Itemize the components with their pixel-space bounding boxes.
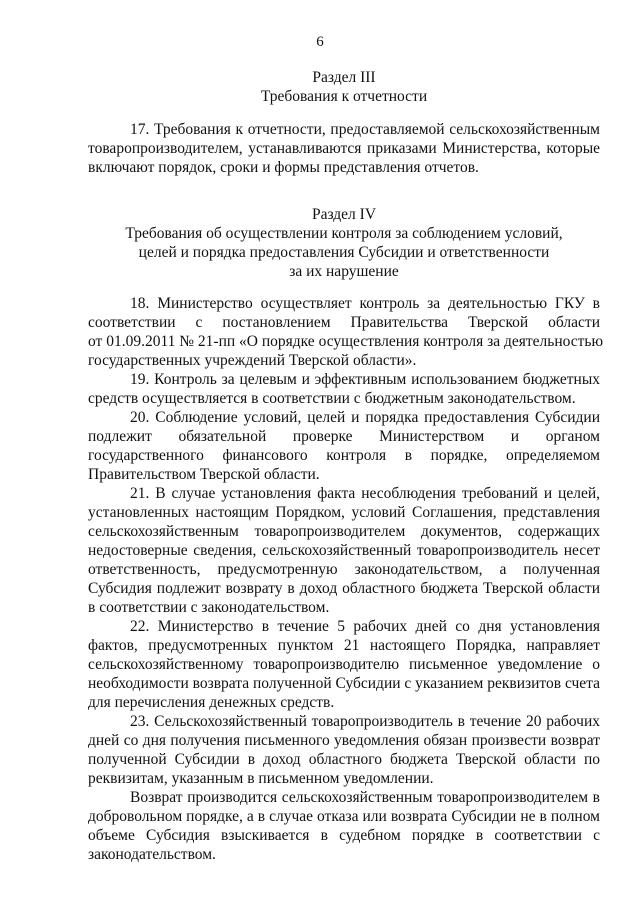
paragraph-21-line: Субсидия подлежит возврату в доход областного бюджета Тверской области [88,580,600,597]
section-4-subtitle-line: целей и порядка предоставления Субсидии и ответственности [138,244,550,261]
paragraph-22-line: необходимости возврата полученной Субсидии с указанием реквизитов счета [88,675,601,692]
paragraph-line: включают порядок, сроки и формы представления отчетов. [88,159,479,176]
section-3-heading [88,68,600,106]
paragraph-23-line: 23. Сельскохозяйственный товаропроизводитель в течение 20 рабочих [130,713,600,730]
paragraph-line: товаропроизводителем, устанавливаются приказами Министерства, которые [88,140,600,157]
page-number: 6 [316,34,324,50]
paragraph-21-line: недостоверные сведения, сельскохозяйственный товаропроизводитель несет [88,542,600,559]
section-4-title: Раздел IV [311,206,377,223]
paragraph-20-line: подлежит обязательной проверке Министерством и органом [88,428,600,445]
paragraph-21-line: установленных настоящим Порядком, условий Соглашения, представления [88,504,600,521]
paragraph-21-line: 21. В случае установления факта несоблюдения требований и целей, [130,485,600,502]
paragraph-18-line: соответствии с постановлением Правительства Тверской области [88,314,600,331]
paragraph-18-line: государственных учреждений Тверской области». [88,352,417,369]
section-4-subtitle-line: Требования об осуществлении контроля за соблюдением условий, [125,225,563,242]
paragraph-21-line: сельскохозяйственным товаропроизводителем документов, содержащих [88,523,600,540]
paragraph-18-line: 18. Министерство осуществляет контроль за деятельностью ГКУ в [130,295,600,312]
section-3-subtitle: Требования к отчетности [260,88,428,105]
paragraph-23-line: полученной Субсидии в доход областного бюджета Тверской области по [88,751,600,768]
paragraph-return-line: объеме Субсидия взыскивается в судебном порядке в соответствии с [88,827,600,844]
paragraph-23-line: реквизитам, указанным в письменном уведомлении. [88,770,434,787]
paragraph-19-line: средств осуществляется в соответствии с бюджетным законодательством. [88,390,576,407]
paragraph-19-line: 19. Контроль за целевым и эффективным использованием бюджетных [130,371,600,388]
paragraph-22-line: фактов, предусмотренных пунктом 21 настоящего Порядка, направляет [88,637,600,654]
paragraph-22-line: сельскохозяйственному товаропроизводителю письменное уведомление о [88,656,600,673]
paragraph-20-line: 20. Соблюдение условий, целей и порядка предоставления Субсидии [130,409,600,426]
section-4-heading [88,205,600,281]
paragraph-return-line: добровольном порядке, а в случае отказа или возврата Субсидии не в полном [88,808,600,825]
paragraph-22-line: 22. Министерство в течение 5 рабочих дней со дня установления [130,618,600,635]
section-3-title: Раздел III [312,69,376,86]
paragraph-20-line: Правительством Тверской области. [88,466,320,483]
paragraph-21-line: ответственность, предусмотренную законодательством, а полученная [88,561,600,578]
paragraph-17 [88,120,600,177]
paragraph-line: 17. Требования к отчетности, предоставляемой сельскохозяйственным [130,121,600,138]
paragraph-return-line: Возврат производится сельскохозяйственным товаропроизводителем в [130,789,600,806]
section-4-body [88,294,604,864]
paragraph-23-line: дней со дня получения письменного уведомления обязан произвести возврат [88,732,600,749]
paragraph-18-line: от 01.09.2011 № 21-пп «О порядке осуществления контроля за деятельностью [88,333,604,350]
paragraph-22-line: для перечисления денежных средств. [88,694,335,711]
section-4-subtitle-line: за их нарушение [289,263,399,280]
paragraph-20-line: государственного финансового контроля в порядке, определяемом [88,447,600,464]
paragraph-21-line: в соответствии с законодательством. [88,599,330,616]
paragraph-return-line: законодательством. [88,846,216,863]
